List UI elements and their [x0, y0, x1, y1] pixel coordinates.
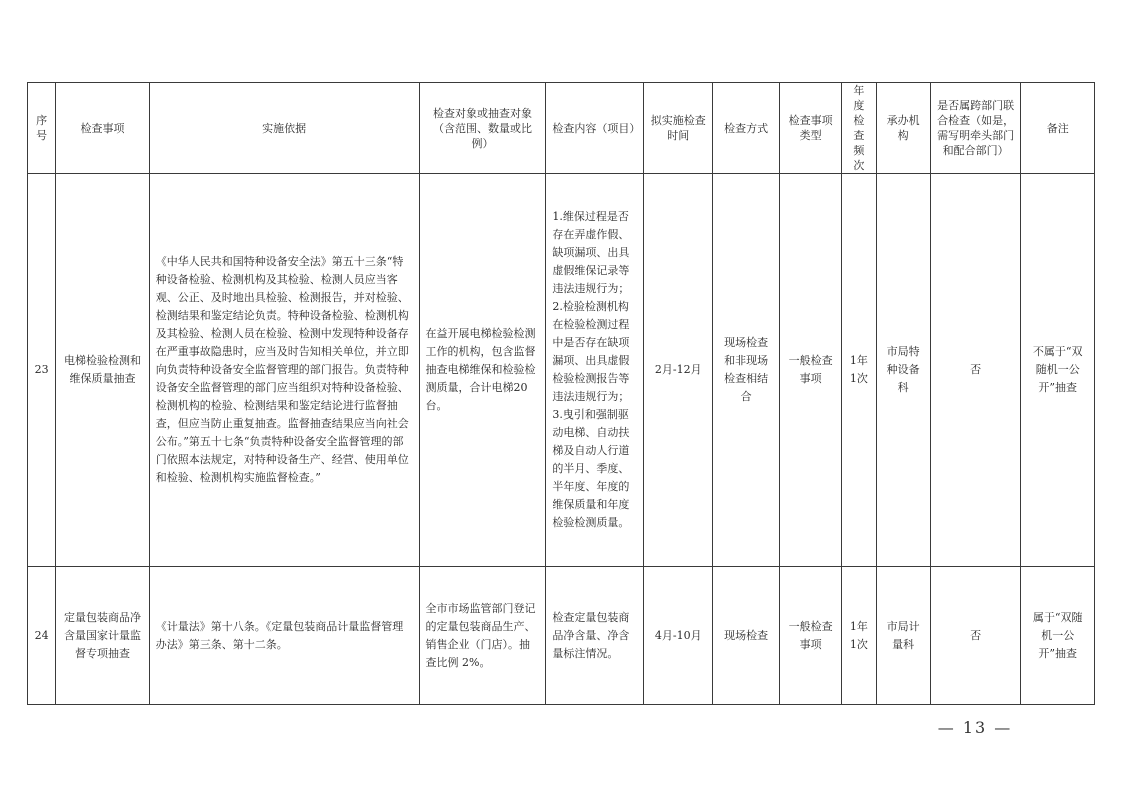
cell-content: 检查定量包装商品净含量、净含量标注情况。	[546, 567, 644, 705]
header-time: 拟实施检查时间	[644, 83, 713, 174]
cell-target: 在益开展电梯检验检测工作的机构，包含监督抽查电梯维保和检验检测质量，合计电梯20台。	[419, 174, 546, 567]
cell-method: 现场检查	[713, 567, 779, 705]
inspection-plan-table	[27, 82, 1095, 705]
page-number: — 13 —	[937, 718, 1013, 737]
cell-target: 全市市场监管部门登记的定量包装商品生产、销售企业（门店）。抽查比例 2%。	[419, 567, 546, 705]
cell-joint: 否	[930, 567, 1021, 705]
cell-note: 不属于“双随机一公开”抽查	[1021, 174, 1095, 567]
table-header-row	[28, 83, 1095, 174]
cell-basis: 《中华人民共和国特种设备安全法》第五十三条“特种设备检验、检测机构及其检验、检测人员应当客观、公正、及时地出具检验、检测报告，并对检验、检测结果和鉴定结论负责。特种设备检验、检测机构及其检验、检测人员在检验、检测中发现特种设备存在严重事故隐患时，应当及时告知相关单位，并立即向负责特种设备安全监督管理的部门报告。负责特种设备安全监督管理的部门应当组织对特种设备检验、检测机构的检验、检测结果和鉴定结论进行监督抽查，但应当防止重复抽查。监督抽查结果应当向社会公布。”第五十七条“负责特种设备安全监督管理的部门依照本法规定，对特种设备生产、经营、使用单位和检验、检测机构实施监督检查。”	[149, 174, 419, 567]
cell-freq: 1年1次	[842, 174, 876, 567]
header-freq: 年度检查频次	[842, 83, 876, 174]
header-method: 检查方式	[713, 83, 779, 174]
cell-type: 一般检查事项	[779, 567, 841, 705]
header-seq: 序号	[28, 83, 56, 174]
header-dept: 承办机构	[876, 83, 930, 174]
cell-time: 2月-12月	[644, 174, 713, 567]
header-type: 检查事项类型	[779, 83, 841, 174]
cell-content: 1.维保过程是否存在弄虚作假、缺项漏项、出具虚假维保记录等违法违规行为；2.检验检测机构在检验检测过程中是否存在缺项漏项、出具虚假检验检测报告等违法违规行为；3.曳引和强制驱动电梯、自动扶梯及自动人行道的半月、季度、半年度、年度的维保质量和年度检验检测质量。	[546, 174, 644, 567]
header-target: 检查对象或抽查对象（含范围、数量或比例）	[419, 83, 546, 174]
cell-type: 一般检查事项	[779, 174, 841, 567]
header-basis: 实施依据	[149, 83, 419, 174]
header-note: 备注	[1021, 83, 1095, 174]
cell-method: 现场检查和非现场检查相结合	[713, 174, 779, 567]
header-item: 检查事项	[56, 83, 150, 174]
cell-note: 属于“双随机一公开”抽查	[1021, 567, 1095, 705]
cell-joint: 否	[930, 174, 1021, 567]
cell-dept: 市局计量科	[876, 567, 930, 705]
header-content: 检查内容（项目）	[546, 83, 644, 174]
cell-seq: 24	[28, 567, 56, 705]
cell-freq: 1年1次	[842, 567, 876, 705]
table-row	[28, 174, 1095, 567]
cell-item: 定量包装商品净含量国家计量监督专项抽查	[56, 567, 150, 705]
table-row	[28, 567, 1095, 705]
header-joint: 是否属跨部门联合检查（如是，需写明牵头部门和配合部门）	[930, 83, 1021, 174]
cell-seq: 23	[28, 174, 56, 567]
cell-time: 4月-10月	[644, 567, 713, 705]
cell-item: 电梯检验检测和维保质量抽查	[56, 174, 150, 567]
cell-dept: 市局特种设备科	[876, 174, 930, 567]
cell-basis: 《计量法》第十八条。《定量包装商品计量监督管理办法》第三条、第十二条。	[149, 567, 419, 705]
